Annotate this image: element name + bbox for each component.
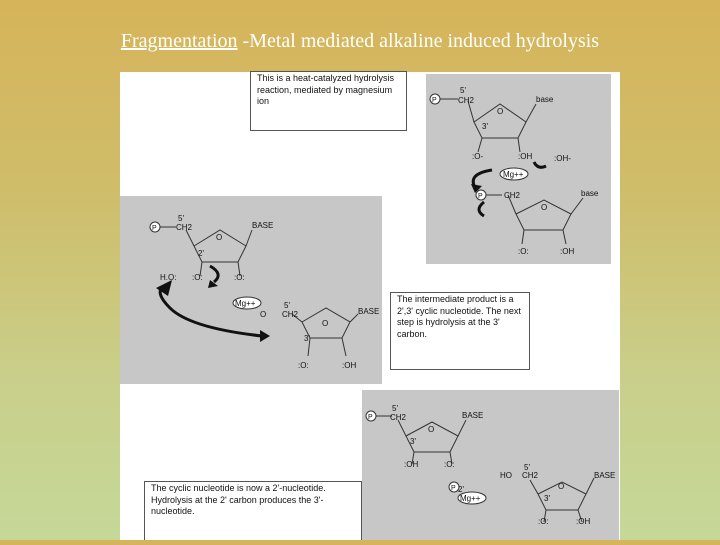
title-rest: -Metal mediated alkaline induced hydrolysis xyxy=(237,30,600,52)
mid-5prime-2: 5' xyxy=(284,301,290,310)
top-o-2: O xyxy=(541,203,548,212)
mid-o-lone-2: :O: xyxy=(234,273,245,282)
panel-middle-drawing xyxy=(120,196,382,384)
bot-o-1: O xyxy=(428,425,435,434)
bot-p-label: P xyxy=(368,414,373,421)
top-base-2: base xyxy=(581,189,599,198)
note-bottom: The cyclic nucleotide is now a 2'-nucleotide. Hydrolysis at the 2' carbon produces the 3'-nucleotide. xyxy=(144,481,362,540)
title-underlined: Fragmentation xyxy=(120,30,238,52)
mid-base-2: BASE xyxy=(358,307,380,316)
top-o-1: O xyxy=(497,107,504,116)
top-mg: Mg++ xyxy=(503,170,524,179)
slide-title xyxy=(0,30,720,53)
top-p-label-2: P xyxy=(478,193,483,200)
note-middle: The intermediate product is a 2',3' cyclic nucleotide. The next step is hydrolysis at the 3' carbon. xyxy=(390,292,530,370)
bot-3prime-2: 3' xyxy=(544,494,550,503)
mid-o-lone-3: :O: xyxy=(298,361,309,370)
bot-5prime-2: 5' xyxy=(524,463,530,472)
mid-5prime-1: 5' xyxy=(178,214,184,223)
top-p-label: P xyxy=(432,97,437,104)
top-3prime-1: 3' xyxy=(482,122,488,131)
top-oh-1: :OH xyxy=(518,152,533,161)
top-ch2-2: CH2 xyxy=(504,191,521,200)
mid-p-label: P xyxy=(152,225,157,232)
bot-ch2-1: CH2 xyxy=(390,413,407,422)
panel-bottom-drawing xyxy=(362,390,619,540)
panel-middle xyxy=(120,196,382,384)
mid-o-lone-1: :O: xyxy=(192,273,203,282)
mid-2prime: 2' xyxy=(198,249,204,258)
bot-o-lone-1: :O: xyxy=(444,460,455,469)
top-5prime-1: 5' xyxy=(460,86,466,95)
bot-ho: HO xyxy=(500,471,512,480)
mid-mg: Mg++ xyxy=(235,299,256,308)
bot-o-lone-2: :O: xyxy=(538,517,549,526)
panel-top-drawing xyxy=(426,74,611,264)
mid-o-2: O xyxy=(322,319,329,328)
bot-oh-2: :OH xyxy=(576,517,591,526)
bot-p-label-2: P xyxy=(451,485,456,492)
mid-base-1: BASE xyxy=(252,221,274,230)
bot-ch2-2: CH2 xyxy=(522,471,539,480)
mid-o-1: O xyxy=(216,233,223,242)
top-o-minus: :O- xyxy=(472,152,484,161)
top-o-lone: :O: xyxy=(518,247,529,256)
bot-o-2: O xyxy=(558,482,565,491)
top-oh-2: :OH xyxy=(560,247,575,256)
bot-5prime-1: 5' xyxy=(392,404,398,413)
mid-ch2-2: CH2 xyxy=(282,310,299,319)
mid-ch2-1: CH2 xyxy=(176,223,193,232)
bot-mg: Mg++ xyxy=(460,494,481,503)
bot-3prime-1: 3' xyxy=(410,437,416,446)
bot-base-1: BASE xyxy=(462,411,484,420)
mid-h-o: H.O: xyxy=(160,273,177,282)
top-base-1: base xyxy=(536,95,554,104)
panel-top xyxy=(426,74,611,264)
panel-bottom xyxy=(362,390,619,540)
top-ch2-1: CH2 xyxy=(458,96,475,105)
top-oh-minus: :OH- xyxy=(554,154,571,163)
mid-o-dot: O xyxy=(260,310,267,319)
bot-base-2: BASE xyxy=(594,471,616,480)
note-top: This is a heat-catalyzed hydrolysis reaction, mediated by magnesium ion xyxy=(250,71,407,131)
bot-oh-1: :OH xyxy=(404,460,419,469)
mid-3prime: 3' xyxy=(304,334,310,343)
mid-oh: :OH xyxy=(342,361,357,370)
bot-2prime: 2' xyxy=(458,485,464,494)
